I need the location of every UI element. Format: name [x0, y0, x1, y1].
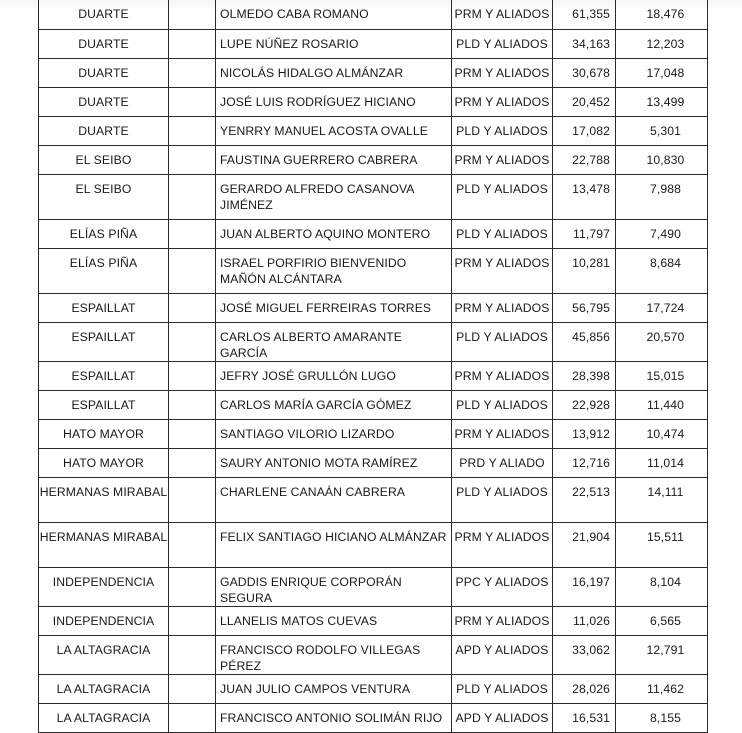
table-row: [39, 323, 708, 362]
party-cell: PRM Y ALIADOS: [452, 607, 553, 636]
party-cell: PRD Y ALIADO: [452, 449, 553, 478]
table-row: [39, 220, 708, 249]
party-cell: PRM Y ALIADOS: [452, 88, 553, 117]
party-cell: PRM Y ALIADOS: [452, 146, 553, 175]
votes-b-cell: 20,570: [616, 323, 708, 362]
party-cell: APD Y ALIADOS: [452, 636, 553, 675]
table-row: [39, 88, 708, 117]
votes-b-cell: 7,988: [616, 175, 708, 220]
votes-a-cell: 28,398: [553, 362, 616, 391]
table-row: [39, 362, 708, 391]
votes-b-cell: 17,048: [616, 59, 708, 88]
province-cell: LA ALTAGRACIA: [39, 704, 169, 733]
votes-a-cell: 12,716: [553, 449, 616, 478]
votes-a-cell: 33,062: [553, 636, 616, 675]
votes-b-cell: 18,476: [616, 0, 708, 30]
votes-b-cell: 8,684: [616, 249, 708, 294]
table-row: [39, 391, 708, 420]
province-cell: HATO MAYOR: [39, 449, 169, 478]
votes-b-cell: 11,440: [616, 391, 708, 420]
candidate-cell: JOSÉ LUIS RODRÍGUEZ HICIANO: [216, 88, 452, 117]
votes-b-cell: 6,565: [616, 607, 708, 636]
empty-cell: [169, 607, 216, 636]
candidate-cell: CARLOS ALBERTO AMARANTE GARCÍA: [216, 323, 452, 362]
candidate-cell: JEFRY JOSÉ GRULLÓN LUGO: [216, 362, 452, 391]
party-cell: PLD Y ALIADOS: [452, 117, 553, 146]
empty-cell: [169, 362, 216, 391]
party-cell: PRM Y ALIADOS: [452, 294, 553, 323]
party-cell: PLD Y ALIADOS: [452, 220, 553, 249]
candidate-cell: FAUSTINA GUERRERO CABRERA: [216, 146, 452, 175]
votes-b-cell: 13,499: [616, 88, 708, 117]
province-cell: ESPAILLAT: [39, 362, 169, 391]
votes-b-cell: 11,462: [616, 675, 708, 704]
party-cell: PRM Y ALIADOS: [452, 0, 553, 30]
votes-a-cell: 20,452: [553, 88, 616, 117]
candidate-cell: CHARLENE CANAÁN CABRERA: [216, 478, 452, 523]
province-cell: ESPAILLAT: [39, 323, 169, 362]
votes-b-cell: 17,724: [616, 294, 708, 323]
candidate-cell: NICOLÁS HIDALGO ALMÁNZAR: [216, 59, 452, 88]
candidate-cell: LLANELIS MATOS CUEVAS: [216, 607, 452, 636]
province-cell: HATO MAYOR: [39, 420, 169, 449]
votes-b-cell: 15,015: [616, 362, 708, 391]
candidate-cell: OLMEDO CABA ROMANO: [216, 0, 452, 30]
votes-a-cell: 22,513: [553, 478, 616, 523]
party-cell: PPC Y ALIADOS: [452, 568, 553, 607]
votes-a-cell: 28,026: [553, 675, 616, 704]
votes-a-cell: 16,197: [553, 568, 616, 607]
party-cell: PLD Y ALIADOS: [452, 323, 553, 362]
empty-cell: [169, 294, 216, 323]
empty-cell: [169, 636, 216, 675]
votes-b-cell: 14,111: [616, 478, 708, 523]
province-cell: INDEPENDENCIA: [39, 568, 169, 607]
empty-cell: [169, 175, 216, 220]
empty-cell: [169, 88, 216, 117]
province-cell: DUARTE: [39, 30, 169, 59]
results-table: [38, 0, 708, 733]
party-cell: PRM Y ALIADOS: [452, 249, 553, 294]
candidate-cell: FRANCISCO RODOLFO VILLEGAS PÉREZ: [216, 636, 452, 675]
votes-a-cell: 13,912: [553, 420, 616, 449]
votes-b-cell: 12,791: [616, 636, 708, 675]
province-cell: EL SEIBO: [39, 175, 169, 220]
empty-cell: [169, 675, 216, 704]
candidate-cell: JUAN JULIO CAMPOS VENTURA: [216, 675, 452, 704]
votes-b-cell: 10,474: [616, 420, 708, 449]
votes-a-cell: 21,904: [553, 523, 616, 568]
empty-cell: [169, 59, 216, 88]
candidate-cell: SAURY ANTONIO MOTA RAMÍREZ: [216, 449, 452, 478]
party-cell: PLD Y ALIADOS: [452, 478, 553, 523]
table-row: [39, 449, 708, 478]
empty-cell: [169, 146, 216, 175]
candidate-cell: GADDIS ENRIQUE CORPORÁN SEGURA: [216, 568, 452, 607]
votes-b-cell: 8,104: [616, 568, 708, 607]
table-row: [39, 146, 708, 175]
candidate-cell: YENRRY MANUEL ACOSTA OVALLE: [216, 117, 452, 146]
province-cell: ELÍAS PIÑA: [39, 220, 169, 249]
votes-b-cell: 10,830: [616, 146, 708, 175]
table-row: [39, 523, 708, 568]
candidate-cell: JOSÉ MIGUEL FERREIRAS TORRES: [216, 294, 452, 323]
province-cell: EL SEIBO: [39, 146, 169, 175]
votes-b-cell: 15,511: [616, 523, 708, 568]
votes-b-cell: 12,203: [616, 30, 708, 59]
table-row: [39, 704, 708, 733]
table-row: [39, 636, 708, 675]
province-cell: DUARTE: [39, 117, 169, 146]
votes-a-cell: 22,788: [553, 146, 616, 175]
votes-a-cell: 10,281: [553, 249, 616, 294]
empty-cell: [169, 704, 216, 733]
empty-cell: [169, 420, 216, 449]
table-row: [39, 420, 708, 449]
empty-cell: [169, 0, 216, 30]
votes-a-cell: 11,026: [553, 607, 616, 636]
table-row: [39, 249, 708, 294]
candidate-cell: JUAN ALBERTO AQUINO MONTERO: [216, 220, 452, 249]
votes-a-cell: 22,928: [553, 391, 616, 420]
votes-a-cell: 45,856: [553, 323, 616, 362]
votes-a-cell: 30,678: [553, 59, 616, 88]
party-cell: PLD Y ALIADOS: [452, 175, 553, 220]
party-cell: PLD Y ALIADOS: [452, 391, 553, 420]
party-cell: APD Y ALIADOS: [452, 704, 553, 733]
province-cell: DUARTE: [39, 88, 169, 117]
province-cell: LA ALTAGRACIA: [39, 636, 169, 675]
empty-cell: [169, 323, 216, 362]
table-row: [39, 0, 708, 30]
province-cell: LA ALTAGRACIA: [39, 675, 169, 704]
party-cell: PRM Y ALIADOS: [452, 362, 553, 391]
empty-cell: [169, 568, 216, 607]
party-cell: PRM Y ALIADOS: [452, 523, 553, 568]
votes-b-cell: 11,014: [616, 449, 708, 478]
province-cell: ESPAILLAT: [39, 294, 169, 323]
party-cell: PRM Y ALIADOS: [452, 59, 553, 88]
table-row: [39, 607, 708, 636]
empty-cell: [169, 249, 216, 294]
empty-cell: [169, 478, 216, 523]
votes-a-cell: 34,163: [553, 30, 616, 59]
party-cell: PLD Y ALIADOS: [452, 675, 553, 704]
province-cell: ESPAILLAT: [39, 391, 169, 420]
candidate-cell: LUPE NÚÑEZ ROSARIO: [216, 30, 452, 59]
province-cell: INDEPENDENCIA: [39, 607, 169, 636]
votes-a-cell: 17,082: [553, 117, 616, 146]
candidate-cell: CARLOS MARÍA GARCÍA GÓMEZ: [216, 391, 452, 420]
votes-a-cell: 13,478: [553, 175, 616, 220]
candidate-cell: ISRAEL PORFIRIO BIENVENIDO MAÑÓN ALCÁNTARA: [216, 249, 452, 294]
votes-a-cell: 61,355: [553, 0, 616, 30]
empty-cell: [169, 449, 216, 478]
votes-b-cell: 8,155: [616, 704, 708, 733]
province-cell: HERMANAS MIRABAL: [39, 523, 169, 568]
province-cell: ELÍAS PIÑA: [39, 249, 169, 294]
table-row: [39, 30, 708, 59]
party-cell: PLD Y ALIADOS: [452, 30, 553, 59]
table-row: [39, 117, 708, 146]
candidate-cell: SANTIAGO VILORIO LIZARDO: [216, 420, 452, 449]
candidate-cell: FRANCISCO ANTONIO SOLIMÁN RIJO: [216, 704, 452, 733]
province-cell: HERMANAS MIRABAL: [39, 478, 169, 523]
votes-a-cell: 16,531: [553, 704, 616, 733]
candidate-cell: GERARDO ALFREDO CASANOVA JIMÉNEZ: [216, 175, 452, 220]
province-cell: DUARTE: [39, 0, 169, 30]
empty-cell: [169, 117, 216, 146]
table-row: [39, 175, 708, 220]
table-row: [39, 568, 708, 607]
candidate-cell: FELIX SANTIAGO HICIANO ALMÁNZAR: [216, 523, 452, 568]
party-cell: PRM Y ALIADOS: [452, 420, 553, 449]
votes-a-cell: 56,795: [553, 294, 616, 323]
votes-a-cell: 11,797: [553, 220, 616, 249]
empty-cell: [169, 220, 216, 249]
table-row: [39, 294, 708, 323]
empty-cell: [169, 523, 216, 568]
table-row: [39, 59, 708, 88]
province-cell: DUARTE: [39, 59, 169, 88]
votes-b-cell: 7,490: [616, 220, 708, 249]
empty-cell: [169, 391, 216, 420]
table-row: [39, 675, 708, 704]
table-row: [39, 478, 708, 523]
empty-cell: [169, 30, 216, 59]
votes-b-cell: 5,301: [616, 117, 708, 146]
